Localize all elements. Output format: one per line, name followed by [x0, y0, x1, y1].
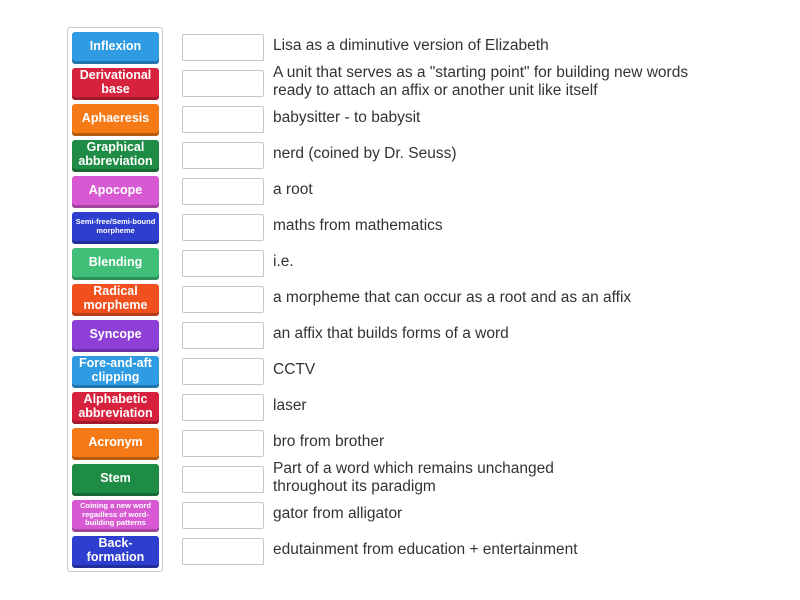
- tile-inflexion[interactable]: Inflexion: [72, 32, 159, 64]
- drop-slot[interactable]: [182, 250, 264, 277]
- tile-blending[interactable]: Blending: [72, 248, 159, 280]
- tiles-panel: [67, 27, 163, 572]
- drop-slot[interactable]: [182, 322, 264, 349]
- tile-apocope[interactable]: Apocope: [72, 176, 159, 208]
- definition-text: a morpheme that can occur as a root and as an affix: [273, 289, 632, 306]
- tile-fore-and-aft-clipping[interactable]: Fore-and-aft clipping: [72, 356, 159, 388]
- definition-text: A unit that serves as a "starting point" for building new words ready to attach an affix or another unit like itself: [273, 64, 689, 99]
- definition-text: bro from brother: [273, 433, 385, 450]
- tile-stem[interactable]: Stem: [72, 464, 159, 496]
- definition-text: maths from mathematics: [273, 217, 443, 234]
- tile-derivational-base[interactable]: Derivational base: [72, 68, 159, 100]
- drop-slot[interactable]: [182, 70, 264, 97]
- tile-coining[interactable]: Coining a new word regadless of word-building patterns: [72, 500, 159, 532]
- definition-text: a root: [273, 181, 313, 198]
- definition-text: laser: [273, 397, 307, 414]
- drop-slot[interactable]: [182, 286, 264, 313]
- definition-text: Lisa as a diminutive version of Elizabeth: [273, 37, 549, 54]
- tile-graphical-abbreviation[interactable]: Graphical abbreviation: [72, 140, 159, 172]
- definition-text: gator from alligator: [273, 505, 403, 522]
- drop-slot[interactable]: [182, 538, 264, 565]
- drop-slot[interactable]: [182, 502, 264, 529]
- tile-radical-morpheme[interactable]: Radical morpheme: [72, 284, 159, 316]
- tile-acronym[interactable]: Acronym: [72, 428, 159, 460]
- drop-slot[interactable]: [182, 430, 264, 457]
- definition-text: CCTV: [273, 361, 316, 378]
- tile-alphabetic-abbreviation[interactable]: Alphabetic abbreviation: [72, 392, 159, 424]
- drop-slot[interactable]: [182, 394, 264, 421]
- drop-slot[interactable]: [182, 106, 264, 133]
- definition-text: an affix that builds forms of a word: [273, 325, 509, 342]
- definition-text: i.e.: [273, 253, 294, 270]
- tile-back-formation[interactable]: Back-formation: [72, 536, 159, 568]
- drop-slot[interactable]: [182, 358, 264, 385]
- drop-slot[interactable]: [182, 214, 264, 241]
- tile-syncope[interactable]: Syncope: [72, 320, 159, 352]
- drop-slot[interactable]: [182, 178, 264, 205]
- tile-semi-free-morpheme[interactable]: Semi-free/Semi-bound morpheme: [72, 212, 159, 244]
- drop-slot[interactable]: [182, 466, 264, 493]
- drop-slot[interactable]: [182, 142, 264, 169]
- definition-text: babysitter - to babysit: [273, 109, 421, 126]
- definition-text: edutainment from education + entertainment: [273, 541, 578, 558]
- tile-aphaeresis[interactable]: Aphaeresis: [72, 104, 159, 136]
- drop-slot[interactable]: [182, 34, 264, 61]
- definition-text: nerd (coined by Dr. Seuss): [273, 145, 457, 162]
- definition-text: Part of a word which remains unchanged throughout its paradigm: [273, 460, 554, 495]
